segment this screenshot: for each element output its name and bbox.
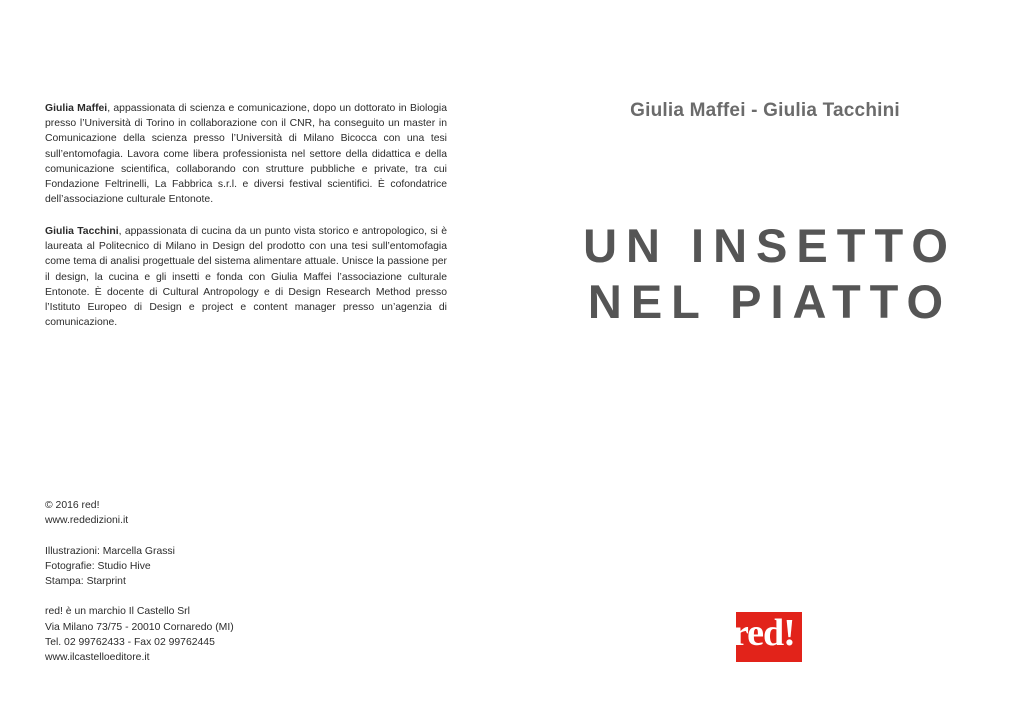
- title-line-1: UN INSETTO: [583, 219, 957, 272]
- website-link[interactable]: www.rededizioni.it: [45, 515, 129, 527]
- red-publisher-logo: [732, 612, 802, 662]
- authors-heading: Giulia Maffei - Giulia Tacchini: [630, 100, 900, 121]
- publisher-phone: Tel. 02 99762433 - Fax 02 99762445: [45, 636, 215, 648]
- bio-giulia-tacchini: [45, 224, 447, 330]
- brand-note: red! è un marchio Il Castello Srl: [45, 606, 190, 618]
- bio-name: Giulia Tacchini: [45, 226, 119, 237]
- bio-giulia-maffei: [45, 101, 447, 207]
- logo-text: red!: [732, 612, 795, 654]
- bio-name: Giulia Maffei: [45, 103, 108, 114]
- copyright: © 2016 red!: [45, 500, 100, 511]
- title-line-2: NEL PIATTO: [587, 275, 953, 328]
- colophon: [45, 498, 345, 665]
- publisher-website-link[interactable]: www.ilcastelloeditore.it: [45, 652, 150, 663]
- bio-text: , appassionata di cucina da un punto vista storico e antropologico, si è laureata al Politecnico di Milano in Design del prodotto con una tesi sull’entomofagia come tema di analisi progettuale del sistema alimentare attuale. Unisce la passione per il design, la cucina e gli insetti e fonda con Giulia Maffei l’associazione culturale Entonote. È docente di Cultural Antropology e di Design Research Method presso l’Istituto Europeo di Design e project e content manager presso un’agenzia di comunicazione.: [45, 226, 447, 329]
- photos-credit: Fotografie: Studio Hive: [45, 560, 151, 572]
- publisher-address: Via Milano 73/75 - 20010 Cornaredo (MI): [45, 621, 234, 633]
- print-credit: Stampa: Starprint: [45, 576, 126, 587]
- illustrations-credit: Illustrazioni: Marcella Grassi: [45, 545, 175, 557]
- book-title: [560, 218, 980, 330]
- bio-text: , appassionata di scienza e comunicazione, dopo un dottorato in Biologia presso l’Università di Torino in collaborazione con il CNR, ha conseguito un master in Comunicazione della scienza presso l’Università di Milano Bicocca con una tesi sull’entomofagia. Lavora come libera professionista nel settore della didattica e della comunicazione scientifica, collaborando con strutture pubbliche e private, tra cui Fondazione Feltrinelli, La Fabbrica s.r.l. e diversi festival scientifici. È cofondatrice dell’associazione culturale Entonote.: [45, 103, 447, 206]
